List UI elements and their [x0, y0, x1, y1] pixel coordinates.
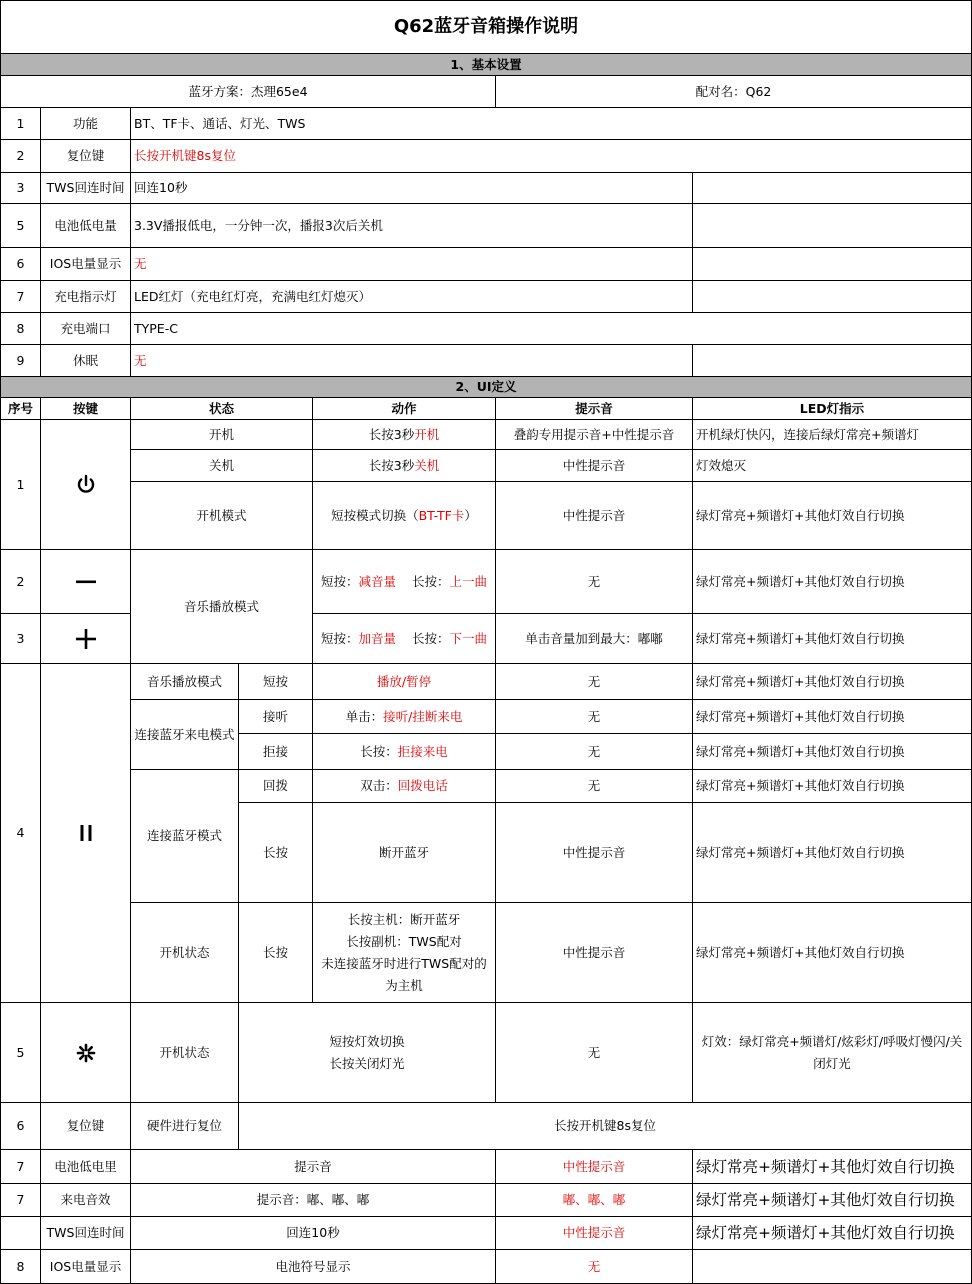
action-text: 短按：: [320, 630, 359, 646]
row-key: 复位键: [40, 139, 131, 173]
led-cell: 绿灯常亮+频谱灯+其他灯效自行切换: [692, 769, 972, 803]
action-line: 未连接蓝牙时进行TWS配对的: [321, 955, 487, 971]
pair-name: 配对名：Q62: [495, 75, 972, 108]
row-key: 电池低电里: [40, 1149, 131, 1184]
led-cell: 绿灯常亮+频谱灯+其他灯效自行切换: [692, 663, 972, 700]
row-extra: [692, 247, 972, 281]
row-number: [0, 1216, 41, 1250]
action-line: 长按主机：断开蓝牙: [347, 911, 461, 927]
action-text: 单击：: [345, 708, 384, 724]
action-cell: [238, 1002, 496, 1103]
row-extra: [692, 344, 972, 377]
pause-key-cell: [40, 663, 131, 1003]
action-line: 长按关闭灯光: [329, 1055, 405, 1071]
state-cell: 开机模式: [130, 481, 313, 550]
action-highlight: 减音量: [358, 573, 396, 589]
minus-icon: [76, 580, 96, 584]
sub-state-cell: 长按: [238, 902, 313, 1003]
row-number: 9: [0, 344, 41, 377]
row-extra: [692, 280, 972, 313]
led-cell: 开机绿灯快闪，连接后绿灯常亮+频谱灯: [692, 419, 972, 450]
row-key: 复位键: [40, 1102, 131, 1150]
sub-state-cell: 拒接: [238, 733, 313, 770]
tone-cell: 无: [495, 769, 693, 803]
row-key: 电池低电量: [40, 203, 131, 248]
action-cell: [312, 733, 496, 770]
row-number: 2: [0, 549, 41, 614]
action-highlight: 开机: [414, 426, 440, 442]
header-tone: 提示音: [495, 397, 693, 420]
power-icon: [76, 474, 96, 496]
header-state: 状态: [130, 397, 313, 420]
state-cell: 开机: [130, 419, 313, 450]
row-key: 充电端口: [40, 312, 131, 345]
action-line: 长按副机：TWS配对: [346, 933, 462, 949]
action-cell: [312, 699, 496, 734]
mode-cell: 连接蓝牙来电模式: [130, 699, 239, 770]
row-key: IOS电量显示: [40, 1249, 131, 1284]
row-value: LED红灯（充电红灯亮，充满电红灯熄灭）: [130, 280, 693, 313]
led-cell: 绿灯常亮+频谱灯+其他灯效自行切换: [692, 699, 972, 734]
row-number: 5: [0, 1002, 41, 1103]
sub-state-cell: 长按: [238, 802, 313, 903]
action-highlight: 拒接来电: [397, 743, 448, 759]
action-text: 短按模式切换（: [331, 507, 419, 523]
tone-cell: 单击音量加到最大：嘟嘟: [495, 613, 693, 664]
tone-cell: 中性提示音: [495, 1149, 693, 1184]
row-number: 2: [0, 139, 41, 173]
row-number: 8: [0, 1249, 41, 1284]
led-cell: 绿灯常亮+频谱灯+其他灯效自行切换: [692, 1149, 972, 1184]
header-action: 动作: [312, 397, 496, 420]
row-value: 3.3V播报低电，一分钟一次，播报3次后关机: [130, 203, 693, 248]
action-text: 短按：: [320, 573, 359, 589]
row-number: 8: [0, 312, 41, 345]
action-highlight: 回拨电话: [397, 778, 448, 793]
header-led: LED灯指示: [692, 397, 972, 420]
row-key: TWS回连时间: [40, 1216, 131, 1250]
row-value: 无: [130, 344, 693, 377]
led-cell: 绿灯常亮+频谱灯+其他灯效自行切换: [692, 549, 972, 614]
action-cell: [312, 769, 496, 803]
action-cell: 断开蓝牙: [312, 802, 496, 903]
row-value: BT、TF卡、通话、灯光、TWS: [130, 107, 972, 140]
led-cell: 绿灯常亮+频谱灯+其他灯效自行切换: [692, 733, 972, 770]
row-extra: [692, 203, 972, 248]
action-text: 长按：: [412, 630, 450, 646]
row-key: 休眠: [40, 344, 131, 377]
row-key: TWS回连时间: [40, 172, 131, 204]
state-cell: 关机: [130, 449, 313, 482]
led-cell: 绿灯常亮+频谱灯+其他灯效自行切换: [692, 1183, 972, 1217]
row-number: 3: [0, 613, 41, 664]
mode-cell: 音乐播放模式: [130, 663, 239, 700]
tone-cell: 无: [495, 1002, 693, 1103]
page-title: Q62蓝牙音箱操作说明: [0, 0, 972, 54]
action-highlight: 接听/挂断来电: [383, 708, 463, 724]
action-highlight: 关机: [414, 457, 440, 473]
row-number: 1: [0, 419, 41, 550]
action-text: 双击：: [360, 778, 398, 793]
mode-cell: 开机状态: [130, 902, 239, 1003]
row-value: 无: [130, 247, 693, 281]
row-key: 充电指示灯: [40, 280, 131, 313]
value-cell: 长按开机键8s复位: [238, 1102, 972, 1150]
row-number: 7: [0, 1183, 41, 1217]
action-text: 长按3秒: [368, 426, 415, 442]
action-text: 长按：: [360, 743, 398, 759]
action-cell: 播放/暂停: [312, 663, 496, 700]
tone-cell: 中性提示音: [495, 902, 693, 1003]
plus-icon: [76, 629, 96, 649]
mid-cell: 电池符号显示: [130, 1249, 496, 1284]
led-cell: 绿灯常亮+频谱灯+其他灯效自行切换: [692, 613, 972, 664]
header-no: 序号: [0, 397, 41, 420]
power-key-cell: [40, 419, 131, 550]
mode-cell: 连接蓝牙模式: [130, 769, 239, 903]
pause-icon: [79, 825, 93, 841]
row-key: 来电音效: [40, 1183, 131, 1217]
tone-cell: 叠韵专用提示音+中性提示音: [495, 419, 693, 450]
action-line: 为主机: [385, 977, 423, 993]
action-cell: [312, 419, 496, 450]
action-highlight: 加音量: [358, 630, 396, 646]
tone-cell: 无: [495, 1249, 693, 1284]
action-highlight: 上一曲: [449, 573, 488, 589]
mid-cell: 回连10秒: [130, 1216, 496, 1250]
section-ui-header: 2、UI定义: [0, 376, 972, 398]
row-value: TYPE-C: [130, 312, 972, 345]
action-text-end: ）: [464, 507, 477, 523]
led-cell: 灯效：绿灯常亮+频谱灯/炫彩灯/呼吸灯慢闪/关闭灯光: [692, 1002, 972, 1103]
action-text: 长按：: [412, 573, 450, 589]
row-value: 回连10秒: [130, 172, 693, 204]
row-extra: [692, 172, 972, 204]
state-cell: 硬件进行复位: [130, 1102, 239, 1150]
tone-cell: 中性提示音: [495, 449, 693, 482]
action-cell: [312, 613, 496, 664]
action-cell: [312, 449, 496, 482]
row-number: 3: [0, 172, 41, 204]
action-cell: [312, 549, 496, 614]
led-cell: 绿灯常亮+频谱灯+其他灯效自行切换: [692, 481, 972, 550]
action-line: 短按灯效切换: [329, 1033, 405, 1049]
tone-cell: 无: [495, 733, 693, 770]
mid-cell: 提示音: [130, 1149, 496, 1184]
row-number: 7: [0, 1149, 41, 1184]
row-key: IOS电量显示: [40, 247, 131, 281]
light-key-cell: [40, 1002, 131, 1103]
action-cell: [312, 481, 496, 550]
tone-cell: 嘟、嘟、嘟: [495, 1183, 693, 1217]
sub-state-cell: 短按: [238, 663, 313, 700]
action-highlight: BT-TF卡: [418, 507, 465, 523]
tone-cell: 中性提示音: [495, 802, 693, 903]
sub-state-cell: 接听: [238, 699, 313, 734]
tone-cell: 无: [495, 549, 693, 614]
minus-key-cell: [40, 549, 131, 614]
sub-state-cell: 回拨: [238, 769, 313, 803]
led-cell: 灯效熄灭: [692, 449, 972, 482]
row-number: 5: [0, 203, 41, 248]
tone-cell: 无: [495, 663, 693, 700]
led-cell: 绿灯常亮+频谱灯+其他灯效自行切换: [692, 802, 972, 903]
tone-cell: 中性提示音: [495, 1216, 693, 1250]
header-key: 按键: [40, 397, 131, 420]
row-value: 长按开机键8s复位: [130, 139, 972, 173]
tone-cell: 无: [495, 699, 693, 734]
state-cell: 音乐播放模式: [130, 549, 313, 664]
row-number: 7: [0, 280, 41, 313]
led-cell: 绿灯常亮+频谱灯+其他灯效自行切换: [692, 902, 972, 1003]
state-cell: 开机状态: [130, 1002, 239, 1103]
action-text: 长按3秒: [368, 457, 415, 473]
section-basic-header: 1、基本设置: [0, 53, 972, 76]
light-icon: [76, 1043, 96, 1063]
row-number: 1: [0, 107, 41, 140]
mid-cell: 提示音：嘟、嘟、嘟: [130, 1183, 496, 1217]
action-cell: [312, 902, 496, 1003]
row-number: 4: [0, 663, 41, 1003]
row-number: 6: [0, 1102, 41, 1150]
bluetooth-scheme: 蓝牙方案：杰理65e4: [0, 75, 496, 108]
led-cell: 绿灯常亮+频谱灯+其他灯效自行切换: [692, 1216, 972, 1250]
tone-cell: 中性提示音: [495, 481, 693, 550]
plus-key-cell: [40, 613, 131, 664]
row-number: 6: [0, 247, 41, 281]
row-key: 功能: [40, 107, 131, 140]
led-cell: [692, 1249, 972, 1284]
action-highlight: 下一曲: [449, 630, 488, 646]
